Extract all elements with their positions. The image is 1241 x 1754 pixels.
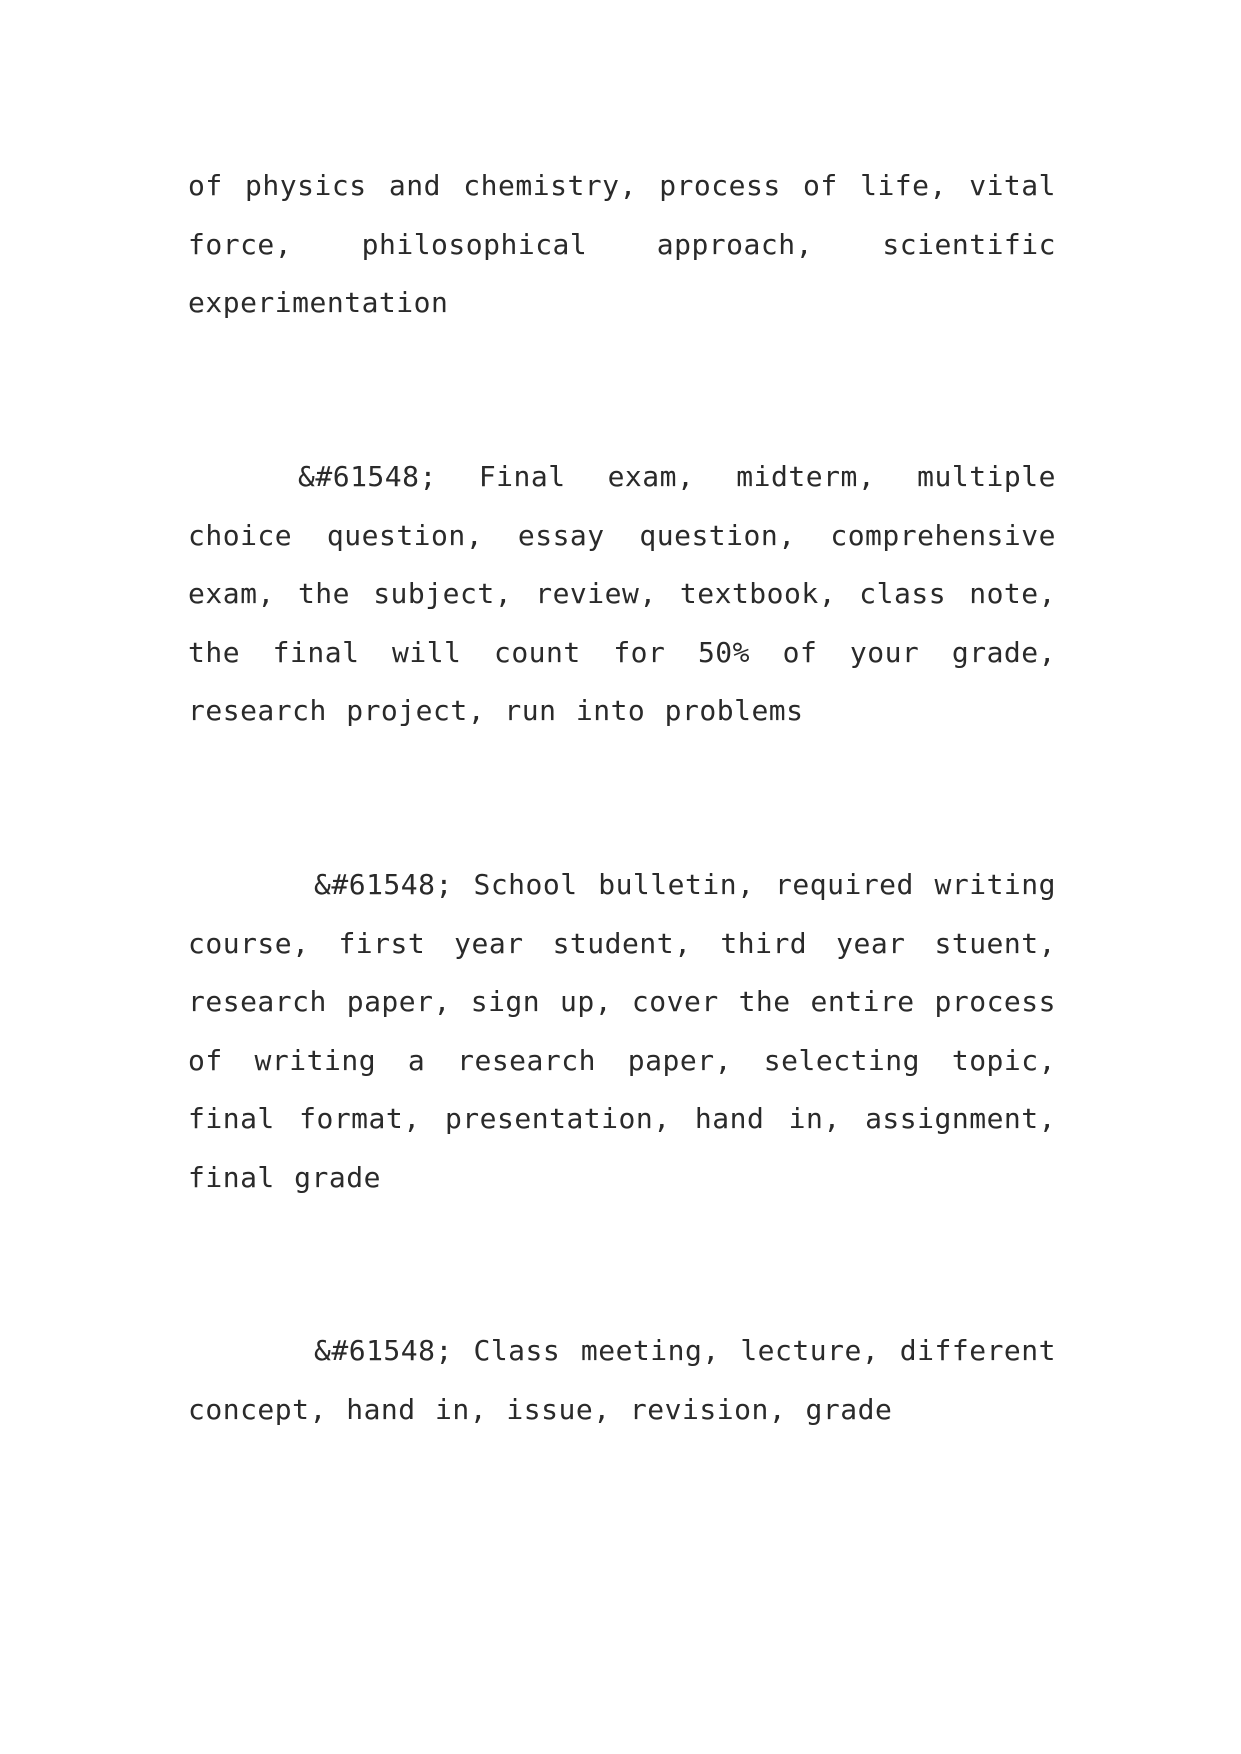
paragraph-3-text: School bulletin, required writing course, first year student, third year stuent, research paper, sign up, cover the entire process of writing a research paper, selecting topic, final format, presentation, hand in, assignment, final grade: [188, 868, 1056, 1194]
paragraph-2-bullet: &#61548;: [298, 460, 437, 493]
paragraph-3: [188, 856, 1056, 1207]
paragraph-3-bullet: &#61548;: [314, 868, 453, 901]
paragraph-4: [188, 1322, 1056, 1439]
paragraph-1-text: of physics and chemistry, process of life, vital force, philosophical approach, scientific experimentation: [188, 169, 1056, 319]
paragraph-2-text: Final exam, midterm, multiple choice question, essay question, comprehensive exam, the subject, review, textbook, class note, the final will count for 50% of your grade, research project, run into problems: [188, 460, 1056, 727]
paragraph-2: [188, 448, 1056, 741]
paragraph-4-text: Class meeting, lecture, different concept, hand in, issue, revision, grade: [188, 1334, 1056, 1426]
paragraph-4-bullet: &#61548;: [314, 1334, 453, 1367]
paragraph-1: [188, 157, 1056, 333]
